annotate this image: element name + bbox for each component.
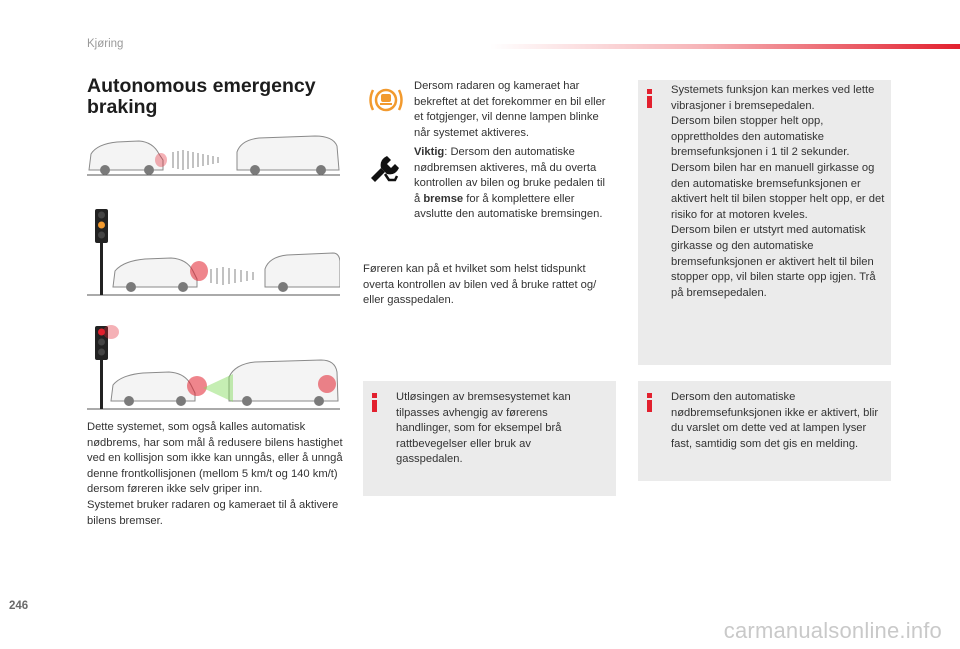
info-icon [647,393,653,412]
watermark: carmanualsonline.info [723,618,942,643]
info-box-not-activated-text: Dersom den automatiske nødbremsefunksjonen ikke er aktivert, blir du varslet om dette ved at lampen lyser fast, samtidig som det gis en melding. [671,391,879,450]
important-text-a: : Dersom den automatiske nødbremsen aktiveres, må du overta kontrollen av bilen og bruke pedalen til å [414,146,605,205]
important-bold: bremse [423,192,464,205]
important-text-b: for å komplettere eller avslutte den automatiske bremsingen. [414,192,603,221]
brake-warning-icon [367,83,405,117]
section-label: Kjøring [87,38,124,50]
illustration-braking-stage [87,322,340,412]
info-box-not-activated [638,381,891,481]
info-box-function [638,80,891,365]
alert-lamp-text: Dersom radaren og kameraet har bekreftet at det forekommer en bil eller et fotgjenger, vil denne lampen blinke når systemet aktiveres. [414,80,606,139]
hand-wrench-icon [367,150,403,186]
important-label: Viktig [414,146,445,158]
info-box-brake-trigger-text: Utløsingen av bremsesystemet kan tilpasses avhengig av førerens handlinger, som for eksempel brå rattbevegelser eller bruk av gasspedalen. [396,391,571,466]
page-title: Autonomous emergency braking [87,75,316,118]
illustration-warning-stage [87,205,340,298]
important-note [414,145,614,223]
illustration-car-detects-van [87,130,340,178]
info-icon [647,89,653,108]
info-box-brake-trigger [363,381,616,496]
page-number: 246 [9,600,29,612]
info-box-function-text: Systemets funksjon kan merkes ved lette vibrasjoner i bremsepedalen. Dersom bilen stopper helt opp, opprettholdes den automatiske bremsefunksjonen i 1 til 2 sekunder. Dersom bilen har en manuell girkasse og den automatiske bremsefunksjonen er aktivert helt til bilen stopper helt opp, er det risiko for at motoren kveles. Dersom bilen er utstyrt med automatisk girkasse og den automatiske bremsefunksjonen er aktivert helt til bilen stopper opp, vil bilen starte opp igjen. Trå på bremsepedalen. [671,84,885,299]
intro-paragraph: Dette systemet, som også kalles automatisk nødbrems, har som mål å redusere bilens hastighet ved en kollisjon som ikke kan unngås, eller å unngå denne frontkollisjonen (mellom 5 km/t og 140 km/t) dersom føreren ikke selv griper inn. Systemet bruker radaren og kameraet til å aktivere bilens bremser. [87,421,343,527]
driver-override-text: Føreren kan på et hvilket som helst tidspunkt overta kontrollen av bilen ved å bruke rattet og/ eller gasspedalen. [363,263,597,307]
header-accent-bar [490,44,960,49]
info-icon [372,393,378,412]
